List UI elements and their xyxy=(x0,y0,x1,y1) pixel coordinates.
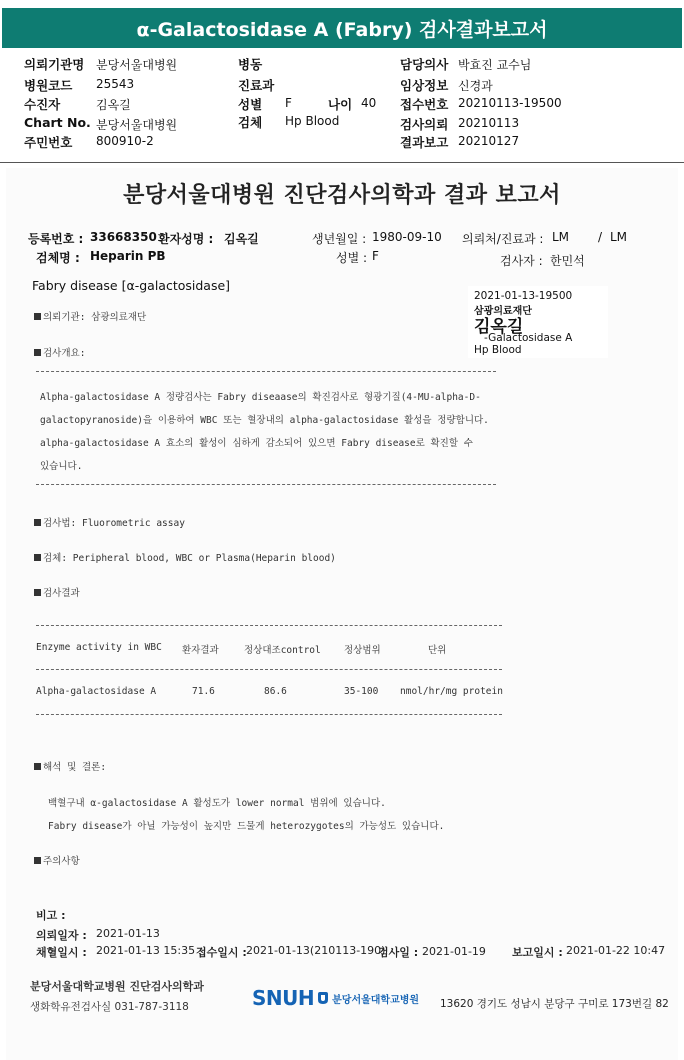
dob-value: 1980-09-10 xyxy=(372,230,442,244)
table-row-control: 86.6 xyxy=(264,686,287,697)
clinical-label: 임상정보 xyxy=(400,78,449,93)
table-header-unit: 단위 xyxy=(428,645,447,656)
chart-no-label: Chart No. xyxy=(24,115,91,130)
sex-value: F xyxy=(285,96,292,110)
specimen-name-value: Heparin PB xyxy=(90,249,166,263)
examinee-value: 김옥길 xyxy=(96,98,131,112)
report-time-value: 2021-01-22 10:47 xyxy=(566,944,666,957)
stamp-line-1: 2021-01-13-19500 xyxy=(474,290,573,302)
footer-address: 13620 경기도 성남시 분당구 구미로 173번길 82 xyxy=(440,998,669,1010)
table-row-enzyme: Alpha-galactosidase A xyxy=(36,686,157,697)
overview-label: 검사개요: xyxy=(34,345,85,359)
patient-name-value: 김옥길 xyxy=(224,232,259,246)
institution-value: 분당서울대병원 xyxy=(96,58,178,72)
ward-label: 병동 xyxy=(238,57,263,72)
ref-dept-separator: / xyxy=(598,230,603,244)
header-divider xyxy=(0,162,684,163)
ref-dept-label: 의뢰처/진료과 : xyxy=(462,232,544,246)
chart-no-value: 분당서울대병원 xyxy=(96,118,178,132)
overview-line-1: Alpha-galactosidase A 정량검사는 Fabry diseaase의 확진검사로 형광기질(4-MU-alpha-D- xyxy=(40,392,481,403)
dash-divider xyxy=(36,669,502,670)
doctor-label: 담당의사 xyxy=(400,57,449,72)
examinee-label: 수진자 xyxy=(24,97,61,112)
header-info xyxy=(0,50,684,162)
examiner-value: 한민석 xyxy=(550,254,585,268)
caution-label: 주의사항 xyxy=(34,853,80,867)
request-date-value: 2021-01-13 xyxy=(96,927,160,940)
report-sex-value: F xyxy=(372,249,379,263)
age-value: 40 xyxy=(361,96,377,110)
ref-dept-value-2: LM xyxy=(610,230,628,244)
examiner-label: 검사자 : xyxy=(500,254,543,268)
request-date-label: 검사의뢰 xyxy=(400,117,449,132)
stamp-line-2: 삼광의료재단 xyxy=(474,306,532,317)
dash-divider xyxy=(36,484,496,485)
table-row-range: 35-100 xyxy=(344,686,379,697)
ref-dept-value-1: LM xyxy=(552,230,570,244)
hospital-code-label: 병원코드 xyxy=(24,78,73,93)
institution-label: 의뢰기관명 xyxy=(24,57,85,72)
footer-lab: 생화학유전검사실 031-787-3118 xyxy=(30,1001,189,1013)
report-date-label: 결과보고 xyxy=(400,135,449,150)
overview-line-3: alpha-galactosidase A 효소의 활성이 심하게 감소되어 있으면 Fabry disease로 확진할 수 xyxy=(40,438,473,449)
stamp-line-5: Hp Blood xyxy=(474,344,522,356)
patient-name-label: 환자성명 : xyxy=(158,232,214,246)
dash-divider xyxy=(36,714,502,715)
reg-no-value: 33668350 xyxy=(90,230,157,244)
specimen-name-label: 검체명 : xyxy=(36,251,80,265)
report-heading: 분당서울대병원 진단검사의학과 결과 보고서 xyxy=(123,183,561,208)
table-row-patient: 71.6 xyxy=(192,686,215,697)
table-header-range: 정상범위 xyxy=(344,645,381,656)
method: 검사법: Fluorometric assay xyxy=(34,515,185,529)
request-date-value: 20210113 xyxy=(458,116,520,130)
snuh-emblem-icon xyxy=(317,991,329,1005)
specimen-value: Hp Blood xyxy=(285,114,340,128)
table-header-enzyme: Enzyme activity in WBC xyxy=(36,642,162,653)
footer-dept: 분당서울대학교병원 진단검사의학과 xyxy=(30,980,204,993)
sample: 검체: Peripheral blood, WBC or Plasma(Heparin blood) xyxy=(34,550,336,564)
table-header-control: 정상대조control xyxy=(244,645,321,656)
ref-institution: 의뢰기관: 삼광의료재단 xyxy=(34,309,146,323)
specimen-label: 검체 xyxy=(238,115,263,130)
dob-label: 생년월일 : xyxy=(312,232,367,246)
dash-divider xyxy=(36,371,496,372)
receipt-value: 2021-01-13(210113-190) xyxy=(246,944,386,957)
table-header-patient: 환자결과 xyxy=(182,645,219,656)
reg-no-label: 등록번호 : xyxy=(28,232,84,246)
overview-line-4: 있습니다. xyxy=(40,461,83,472)
bullet-square xyxy=(34,589,41,596)
bullet-square xyxy=(34,313,41,320)
result-label: 검사결과 xyxy=(34,585,80,599)
collect-label: 채혈일시 : xyxy=(36,946,87,959)
collect-value: 2021-01-13 15:35 xyxy=(96,944,196,957)
bullet-square xyxy=(34,519,41,526)
department-label: 진료과 xyxy=(238,78,275,93)
receipt-no-label: 접수번호 xyxy=(400,97,449,112)
bullet-square xyxy=(34,857,41,864)
interpretation-label: 해석 및 결론: xyxy=(34,759,106,773)
remarks-label: 비고 : xyxy=(36,909,66,922)
hospital-code-value: 25543 xyxy=(96,77,135,91)
resident-no-label: 주민번호 xyxy=(24,135,73,150)
resident-no-value: 800910-2 xyxy=(96,134,154,148)
table-row-unit: nmol/hr/mg protein xyxy=(400,686,503,697)
interpretation-line-2: Fabry disease가 아닐 가능성이 높지만 드물게 heterozygotes의 가능성도 있습니다. xyxy=(48,821,445,832)
doctor-value: 박효진 교수님 xyxy=(458,58,532,72)
bullet-square xyxy=(34,763,41,770)
receipt-no-value: 20210113-19500 xyxy=(458,96,562,110)
interpretation-line-1: 백혈구내 α-galactosidase A 활성도가 lower normal 범위에 있습니다. xyxy=(48,798,386,809)
report-title: α-Galactosidase A (Fabry) 검사결과보고서 xyxy=(136,18,548,41)
snuh-logo-word: SNUH xyxy=(252,986,315,1010)
report-date-value: 20210127 xyxy=(458,134,520,148)
test-date-label: 검사일 : xyxy=(378,946,419,959)
request-date-label: 의뢰일자 : xyxy=(36,929,87,942)
test-date-value: 2021-01-19 xyxy=(422,945,486,958)
snuh-logo-korean-name: 분당서울대학교병원 xyxy=(332,994,420,1006)
bullet-square xyxy=(34,554,41,561)
report-sex-label: 성별 : xyxy=(336,251,368,265)
overview-line-2: galactopyranoside)을 이용하여 WBC 또는 혈장내의 alpha-galactosidase 활성을 정량합니다. xyxy=(40,415,489,426)
dash-divider xyxy=(36,625,502,626)
bullet-square xyxy=(34,349,41,356)
age-label: 나이 xyxy=(328,97,353,112)
receipt-label: 접수일시 : xyxy=(196,946,247,959)
sex-label: 성별 xyxy=(238,97,263,112)
scanned-report xyxy=(6,168,678,1060)
report-time-label: 보고일시 : xyxy=(512,946,563,959)
test-name: Fabry disease [α-galactosidase] xyxy=(32,278,231,293)
specimen-label-stamp xyxy=(468,286,608,358)
snuh-logo xyxy=(252,986,419,1010)
report-title-bar xyxy=(2,8,682,48)
clinical-value: 신경과 xyxy=(458,79,493,93)
stamp-line-4: -Galactosidase A xyxy=(484,332,573,344)
stamp-line-3: 김옥길 xyxy=(474,317,524,337)
